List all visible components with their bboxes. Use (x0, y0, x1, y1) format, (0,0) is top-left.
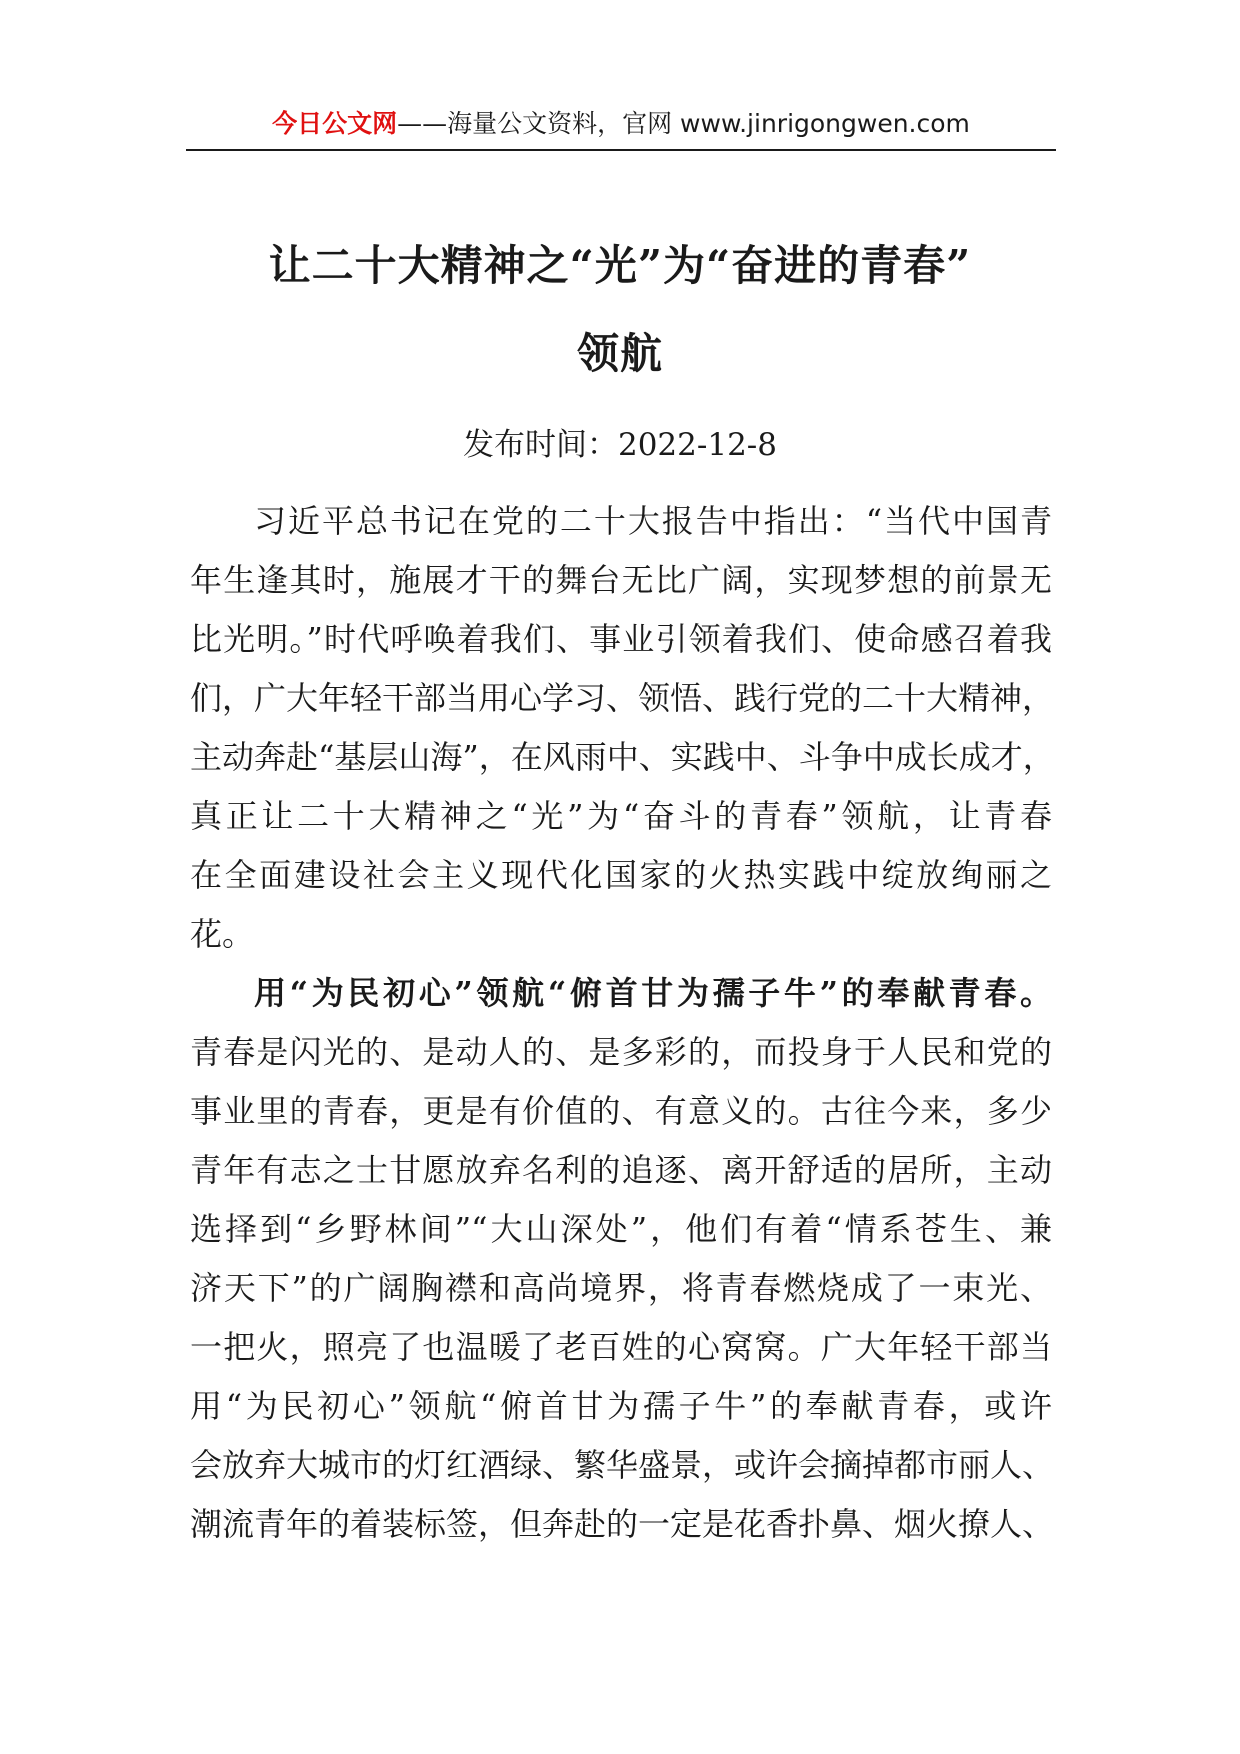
paragraph-line: 会放弃大城市的灯红酒绿、繁华盛景，或许会摘掉都市丽人、 (190, 1446, 1055, 1484)
site-brand: 今日公文网 (272, 109, 398, 138)
paragraph-line: 们，广大年轻干部当用心学习、领悟、践行党的二十大精神， (190, 679, 1055, 717)
paragraph-line: 在全面建设社会主义现代化国家的火热实践中绽放绚丽之 (190, 856, 1052, 894)
header-divider (186, 149, 1056, 151)
paragraph-line: 真正让二十大精神之“光”为“奋斗的青春”领航，让青春 (190, 797, 1052, 835)
site-header (186, 104, 1056, 144)
paragraph-line: 用“为民初心”领航“俯首甘为孺子牛”的奉献青春，或许 (190, 1387, 1052, 1425)
article-title-line-2: 领航 (576, 329, 663, 378)
paragraph-1 (190, 492, 1055, 964)
paragraph-line: 习近平总书记在党的二十大报告中指出：“当代中国青 (254, 502, 1052, 540)
paragraph-line: 主动奔赴“基层山海”，在风雨中、实践中、斗争中成长成才， (190, 738, 1055, 776)
paragraph-line: 一把火，照亮了也温暖了老百姓的心窝窝。广大年轻干部当 (190, 1328, 1052, 1366)
paragraph-line: 比光明。”时代呼唤着我们、事业引领着我们、使命感召着我 (190, 620, 1052, 658)
paragraph-line: 选择到“乡野林间”“大山深处”，他们有着“情系苍生、兼 (190, 1210, 1052, 1248)
paragraph-line: 花。 (190, 915, 255, 953)
paragraph-line: 潮流青年的着装标签，但奔赴的一定是花香扑鼻、烟火撩人、 (190, 1505, 1055, 1543)
site-tagline: ——海量公文资料，官网 www.jinrigongwen.com (397, 109, 970, 138)
paragraph-line: 年生逢其时，施展才干的舞台无比广阔，实现梦想的前景无 (190, 561, 1052, 599)
paragraph-2 (190, 964, 1055, 1554)
paragraph-lead: 用“为民初心”领航“俯首甘为孺子牛”的奉献青春。 (254, 974, 1052, 1012)
paragraph-line: 事业里的青春，更是有价值的、有意义的。古往今来，多少 (190, 1092, 1052, 1130)
paragraph-line: 青年有志之士甘愿放弃名利的追逐、离开舒适的居所，主动 (190, 1151, 1052, 1189)
article-title-line-1: 让二十大精神之“光”为“奋进的青春” (268, 241, 972, 290)
publish-date: 发布时间：2022-12-8 (462, 427, 777, 463)
paragraph-line: 济天下”的广阔胸襟和高尚境界，将青春燃烧成了一束光、 (190, 1269, 1052, 1307)
paragraph-line: 青春是闪光的、是动人的、是多彩的，而投身于人民和党的 (190, 1033, 1052, 1071)
